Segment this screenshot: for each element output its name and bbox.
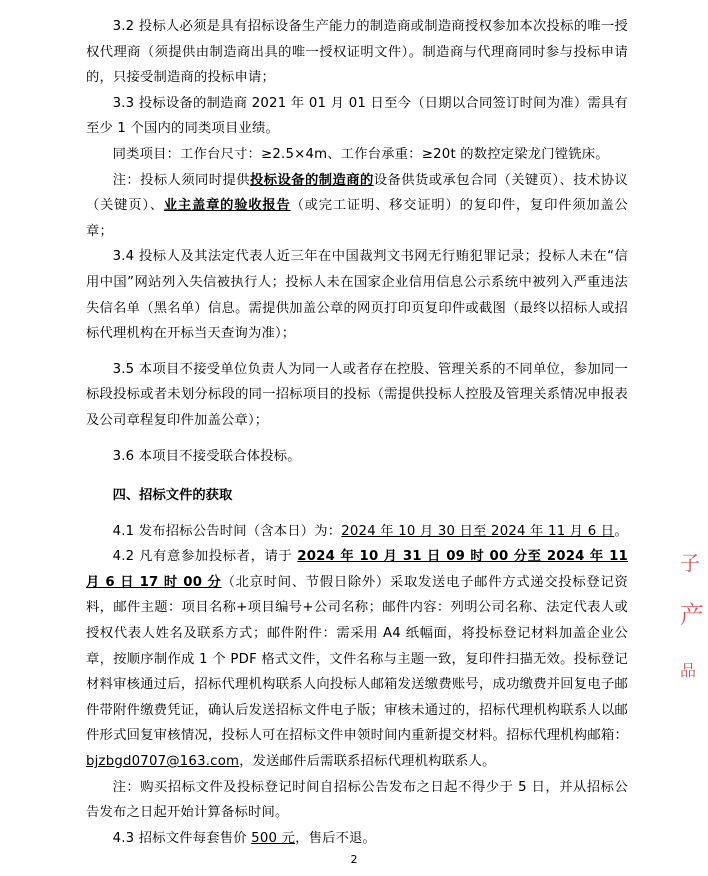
spacer-4 [86,509,628,519]
p41-date-range: 2024 年 10 月 30 日至 2024 年 11 月 6 日 [341,523,615,539]
p43-seg-2: ，售后不退。 [295,830,377,846]
note-1-seg-2: 设备供货或承包合同（关键页）、技术协议（关键页）、 [86,172,628,214]
p42-seg-2: （北京时间、节假日除外）采取发送电子邮件方式递交投标登记资料，邮件主题：项目名称+项目编号+公司名称；邮件内容：列明公司名称、法定代表人或授权代表人姓名及联系方式；邮件附件：需采用 A4 纸幅面，将投标登记材料加盖企业公章，按顺序制作成 1 个 PDF 格式文件，文件名称与主题一致，复印件扫描无效。投标登记材料审核通过后，招标代理机构联系人向投标人邮箱发送缴费账号，成功缴费并回复电子邮件带附件缴费凭证，确认后发送招标文件电子版；审核未通过的，招标代理机构联系人以邮件形式回复审核情况，投标人可在招标文件申领时间内重新提交材料。招标代理机构邮箱： [86,574,628,744]
p41-seg-2: 。 [614,523,628,539]
p41-seg-0: 4.1 发布招标公告时间（含本日）为： [112,523,342,539]
note-1-seg-0: 注：投标人须同时提供 [112,172,251,188]
spacer-2 [86,434,628,444]
p43-seg-0: 4.3 招标文件每套售价 [112,830,252,846]
seal-mark-2: 产 [680,601,704,629]
paragraph-note-1 [86,168,628,245]
p42-seg-0: 4.2 凡有意参加投标者，请于 [112,549,298,565]
note-1-seg-4: （或完工证明、移交证明）的复印件，复印件须加盖公章； [86,198,628,239]
paragraph-similar-project: 同类项目：工作台尺寸：≥2.5×4m、工作台承重：≥20t 的数控定梁龙门镗铣床。 [112,146,609,162]
page-number: 2 [350,853,358,866]
section-heading-4: 四、招标文件的获取 [112,488,233,504]
paragraph-3-3: 3.3 投标设备的制造商 2021 年 01 月 01 日至今（日期以合同签订时间为准）需具有至少 1 个国内的同类项目业绩。 [86,95,628,137]
paragraph-4-2 [86,544,628,774]
paragraph-3-2: 3.2 投标人必须是具有招标设备生产能力的制造商或制造商授权参加本次投标的唯一授权代理商（须提供由制造商出具的唯一授权证明文件）。制造商与代理商同时参与投标申请的，只接受制造商的投标申请； [86,19,628,86]
note-1-seg-1: 投标设备的制造商的 [250,172,374,188]
paragraph-4-3 [86,826,628,852]
paragraph-3-4: 3.4 投标人及其法定代表人近三年在中国裁判文书网无行贿犯罪记录；投标人未在“信用中国”网站列入失信被执行人；投标人未在国家企业信用信息公示系统中被列入严重违法失信名单（黑名单）信息。需提供加盖公章的网页打印页复印件或截图（最终以招标人或招标代理机构在开标当天查询为准）； [86,249,628,342]
paragraph-3-5: 3.5 本项目不接受单位负责人为同一人或者存在控股、管理关系的不同单位，参加同一标段投标或者未划分标段的同一招标项目的投标（需提供投标人控股及管理关系情况申报表及公司章程复印件加盖公章）； [86,361,628,428]
spacer-3 [86,469,628,483]
paragraph-note-2: 注：购买招标文件及投标登记时间自招标公告发布之日起不得少于 5 日，并从招标公告发布之日起开始计算备标时间。 [86,779,628,821]
spacer-1 [86,347,628,357]
seal-mark-1: 子 [680,551,700,575]
p42-seg-4: ，发送邮件后需联系招标代理机构联系人。 [239,754,496,770]
paragraph-4-1 [86,519,628,545]
agency-email-link[interactable]: bjzbgd0707@163.com [86,754,240,770]
note-1-seg-3: 业主盖章的验收报告 [163,198,291,214]
paragraph-3-6: 3.6 本项目不接受联合体投标。 [112,448,301,464]
seal-mark-3: 品 [680,661,697,680]
p43-price: 500 元 [251,830,296,846]
p42-registration-window: 2024 年 10 月 31 日 09 时 00 分至 2024 年 11 月 6 日 17 时 00 分 [86,549,628,590]
